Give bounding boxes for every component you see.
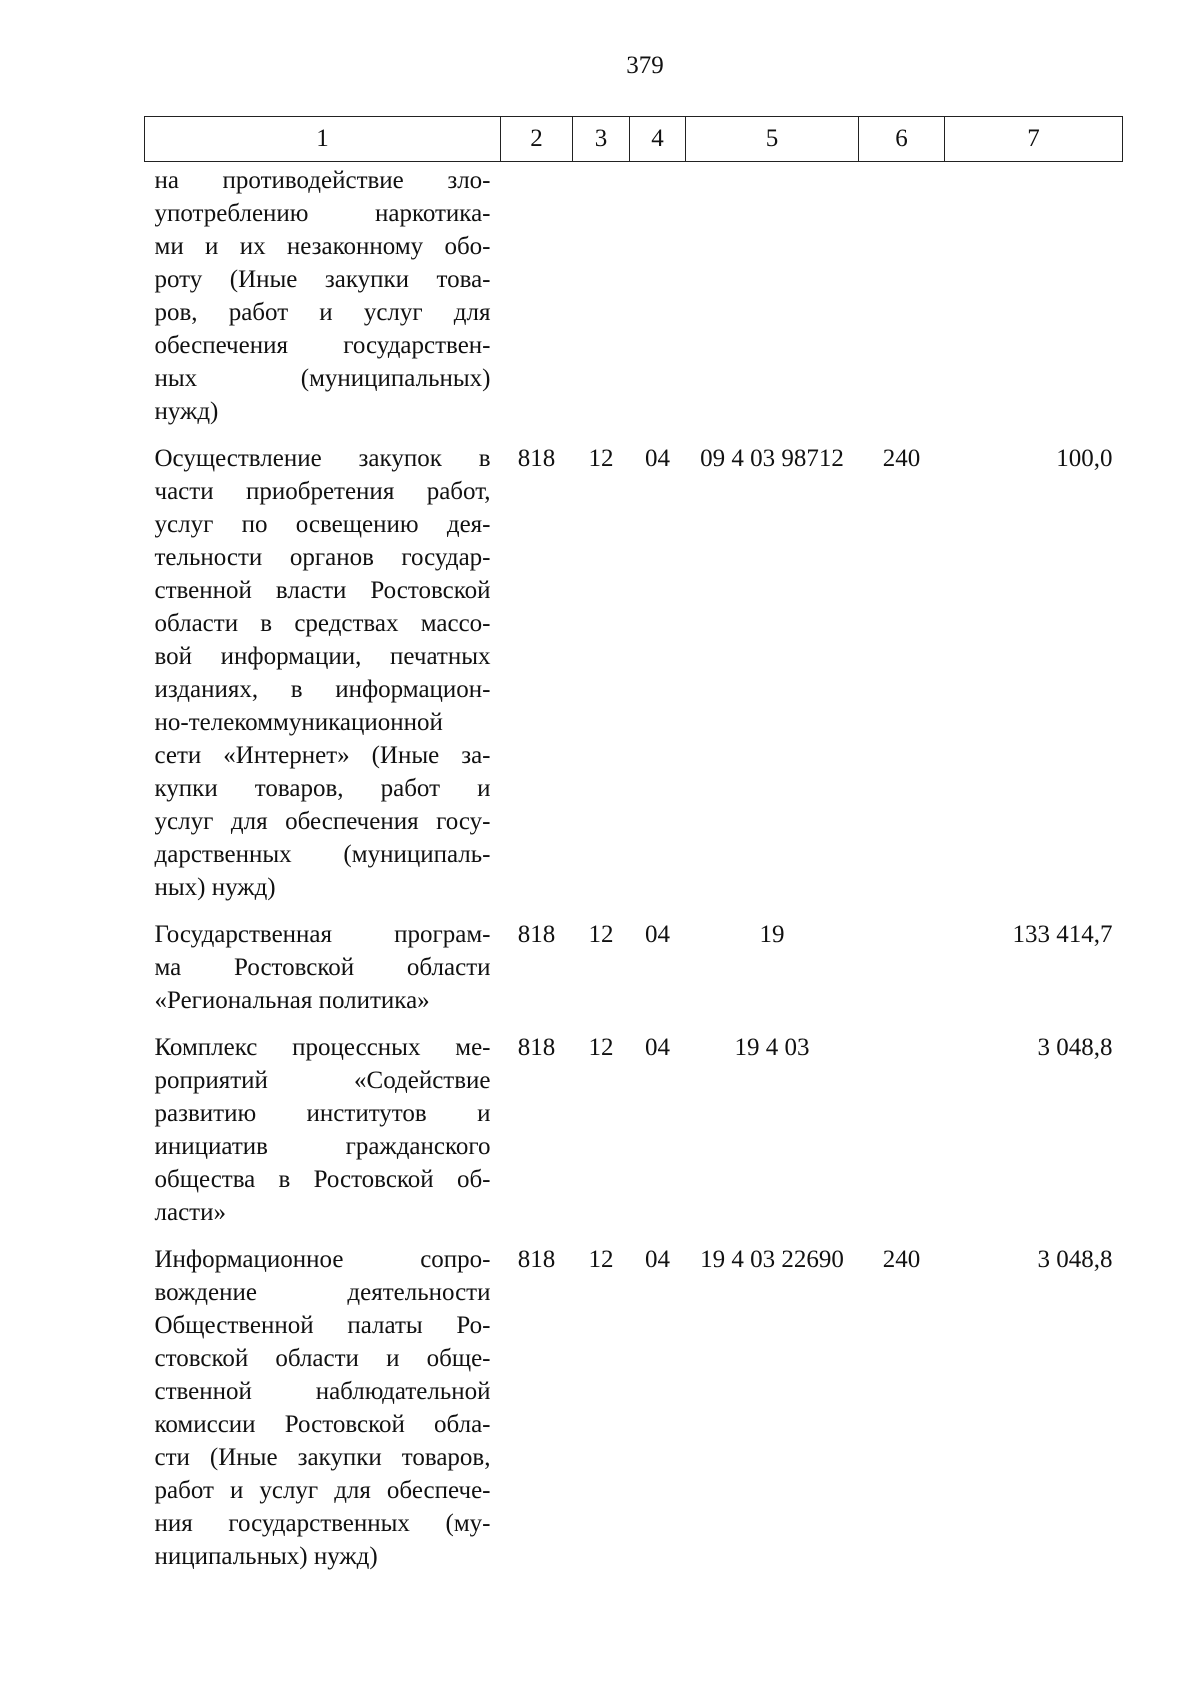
description-line: Информационное сопро- [154, 1246, 491, 1273]
section-code-cell [573, 162, 630, 443]
row-description [145, 162, 501, 443]
table-row [145, 1031, 1123, 1243]
description-line: сети «Интернет» (Иные за- [154, 742, 491, 769]
description-line: ма Ростовской области [154, 954, 491, 981]
admin-code-cell: 818 [517, 1246, 556, 1273]
amount-cell [945, 162, 1123, 443]
description-line: области в средствах массо- [154, 610, 491, 637]
expense-type-cell [859, 1031, 945, 1243]
row-description [145, 1031, 501, 1243]
header-cell: 7 [945, 117, 1123, 162]
header-cell: 5 [686, 117, 859, 162]
amount-cell: 133 414,7 [1012, 921, 1113, 948]
row-description [145, 442, 501, 918]
description-line: комиссии Ростовской обла- [154, 1411, 491, 1438]
table-body [145, 162, 1123, 1588]
description-line: ров, работ и услуг для [154, 299, 491, 326]
table-row [145, 918, 1123, 1031]
description-line: ных (муниципальных) [154, 365, 491, 392]
section-code-cell: 12 [588, 1034, 614, 1061]
table-row [145, 1243, 1123, 1587]
subsection-code-cell [630, 162, 686, 443]
header-cell: 1 [145, 117, 501, 162]
row-description [145, 1243, 501, 1587]
description-line: роприятий «Содействие [154, 1067, 491, 1094]
description-line: употреблению наркотика- [154, 200, 491, 227]
description-line: развитию институтов и [154, 1100, 491, 1127]
description-line: общества в Ростовской об- [154, 1166, 491, 1193]
admin-code-cell [501, 162, 573, 443]
description-line: вождение деятельности [154, 1279, 491, 1306]
description-line: инициатив гражданского [154, 1133, 491, 1160]
description-line: роту (Иные закупки това- [154, 266, 491, 293]
description-line: ми и их незаконному обо- [154, 233, 491, 260]
subsection-code-cell: 04 [645, 445, 670, 472]
description-line: изданиях, в информацион- [154, 676, 491, 703]
description-line: Общественной палаты Ро- [154, 1312, 491, 1339]
header-cell: 2 [501, 117, 573, 162]
description-line: Государственная програм- [154, 921, 491, 948]
expense-type-cell [859, 162, 945, 443]
description-line: Комплекс процессных ме- [154, 1034, 491, 1061]
section-code-cell: 12 [588, 1246, 614, 1273]
expense-type-cell: 240 [882, 1246, 921, 1273]
description-line: ласти» [154, 1199, 226, 1226]
target-article-cell [686, 162, 859, 443]
header-cell: 6 [859, 117, 945, 162]
table-row [145, 162, 1123, 443]
description-line: на противодействие зло- [154, 167, 491, 194]
description-line: но-телекоммуникационной [154, 709, 443, 736]
description-line: работ и услуг для обеспече- [154, 1477, 491, 1504]
target-article-cell: 09 4 03 98712 [700, 445, 844, 472]
header-cell: 3 [573, 117, 630, 162]
table-row [145, 442, 1123, 918]
header-cell: 4 [630, 117, 686, 162]
admin-code-cell: 818 [517, 445, 556, 472]
description-line: ния государственных (му- [154, 1510, 491, 1537]
description-line: нужд) [154, 398, 219, 425]
target-article-cell: 19 4 03 22690 [700, 1246, 844, 1273]
budget-table [144, 116, 1123, 1587]
description-line: ственной власти Ростовской [154, 577, 491, 604]
subsection-code-cell: 04 [645, 921, 670, 948]
description-line: услуг для обеспечения госу- [154, 808, 491, 835]
description-line: вой информации, печатных [154, 643, 491, 670]
page-number: 379 [626, 52, 664, 79]
row-description [145, 918, 501, 1031]
expense-type-cell: 240 [882, 445, 921, 472]
section-code-cell: 12 [588, 445, 614, 472]
description-line: части приобретения работ, [154, 478, 491, 505]
description-line: обеспечения государствен- [154, 332, 491, 359]
expense-type-cell [859, 918, 945, 1031]
table-header [145, 117, 1123, 162]
description-line: стовской области и обще- [154, 1345, 491, 1372]
description-line: Осуществление закупок в [154, 445, 491, 472]
target-article-cell: 19 [759, 921, 785, 948]
subsection-code-cell: 04 [645, 1246, 670, 1273]
description-line: «Региональная политика» [154, 987, 430, 1014]
section-code-cell: 12 [588, 921, 614, 948]
description-line: ственной наблюдательной [154, 1378, 491, 1405]
amount-cell: 100,0 [1056, 445, 1113, 472]
description-line: дарственных (муниципаль- [154, 841, 491, 868]
admin-code-cell: 818 [517, 921, 556, 948]
description-line: ниципальных) нужд) [154, 1543, 378, 1570]
amount-cell: 3 048,8 [1037, 1034, 1113, 1061]
admin-code-cell: 818 [517, 1034, 556, 1061]
subsection-code-cell: 04 [645, 1034, 670, 1061]
target-article-cell: 19 4 03 [734, 1034, 810, 1061]
description-line: услуг по освещению дея- [154, 511, 491, 538]
description-line: ных) нужд) [154, 874, 276, 901]
amount-cell: 3 048,8 [1037, 1246, 1113, 1273]
description-line: тельности органов государ- [154, 544, 491, 571]
description-line: сти (Иные закупки товаров, [154, 1444, 491, 1471]
description-line: купки товаров, работ и [154, 775, 491, 802]
